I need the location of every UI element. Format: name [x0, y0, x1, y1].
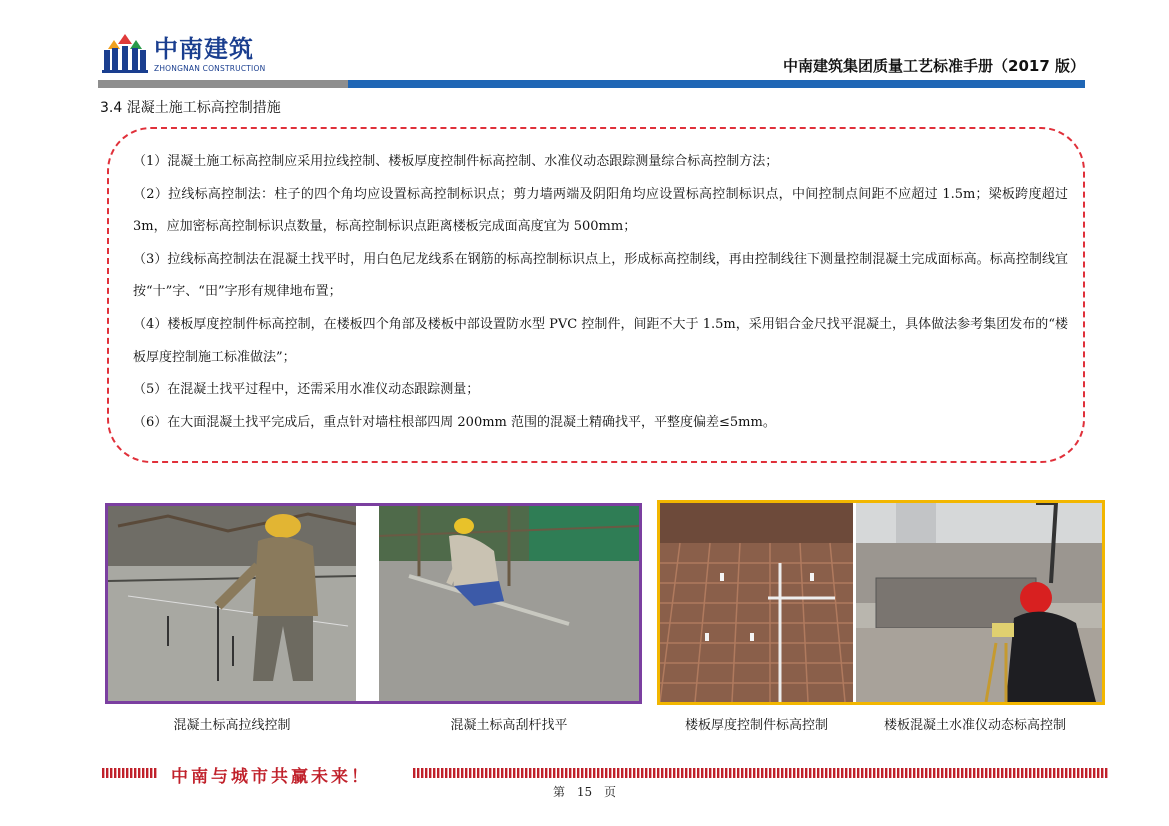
- content-paragraphs: [133, 146, 1068, 439]
- paragraph-4: （4）楼板厚度控制件标高控制，在楼板四个角部及楼板中部设置防水型 PVC 控制件，间距不大于 1.5m，采用铝合金尺找平混凝土，具体做法参考集团发布的“楼板厚度控制施工标准做法”；: [133, 316, 1068, 365]
- photo-level-instrument-tracking: [856, 503, 1102, 702]
- logo-english-name: ZHONGNAN CONSTRUCTION: [154, 64, 266, 73]
- paragraph-2: （2）拉线标高控制法：柱子的四个角均应设置标高控制标识点；剪力墙两端及阴阳角均应设置标高控制标识点，中间控制点间距不应超过 1.5m；梁板跨度超过 3m，应加密标高控制标识点数量，标高控制标识点距离楼板完成面高度宜为 500mm；: [133, 186, 1068, 235]
- paragraph-3: （3）拉线标高控制法在混凝土找平时，用白色尼龙线系在钢筋的标高控制标识点上，形成标高控制线，再由控制线往下测量控制混凝土完成面标高。标高控制线宜按“十”字、“田”字形有规律地布置；: [133, 251, 1068, 300]
- photo-slab-thickness-control: [660, 503, 853, 702]
- footer-stripe-right: [413, 768, 1108, 778]
- page-prefix: 第: [553, 785, 566, 799]
- photo-string-line-control: [108, 506, 356, 701]
- page-suffix: 页: [603, 785, 616, 799]
- zhongnan-logo-icon: [100, 32, 150, 74]
- manual-title: 中南建筑集团质量工艺标准手册（2017 版）: [783, 57, 1085, 75]
- page-number: [0, 783, 1169, 800]
- header-rule: [98, 80, 1085, 88]
- caption-level-instrument: 楼板混凝土水准仪动态标高控制: [883, 718, 1066, 733]
- header-rule-gray: [98, 80, 348, 88]
- paragraph-6: （6）在大面混凝土找平完成后，重点针对墙柱根部四周 200mm 范围的混凝土精确找平，平整度偏差≤5mm。: [133, 414, 776, 430]
- paragraph-5: （5）在混凝土找平过程中，还需采用水准仪动态跟踪测量；: [133, 382, 480, 398]
- logo-chinese-name: 中南建筑: [154, 35, 254, 63]
- footer-slogan: 中南与城市共赢未来！: [171, 767, 371, 787]
- caption-slab-thickness-control: 楼板厚度控制件标高控制: [684, 718, 828, 733]
- photo-screed-leveling: [379, 506, 639, 701]
- footer-stripe-left: [102, 768, 158, 778]
- header-rule-blue: [348, 80, 1085, 88]
- caption-string-line-control: 混凝土标高拉线控制: [173, 718, 291, 733]
- company-logo: [100, 32, 270, 78]
- section-title: 3.4 混凝土施工标高控制措施: [100, 100, 281, 116]
- caption-screed-leveling: 混凝土标高刮杆找平: [450, 718, 568, 733]
- page-number-value: 15: [576, 785, 593, 799]
- paragraph-1: （1）混凝土施工标高控制应采用拉线控制、楼板厚度控制件标高控制、水准仪动态跟踪测量综合标高控制方法；: [133, 154, 779, 169]
